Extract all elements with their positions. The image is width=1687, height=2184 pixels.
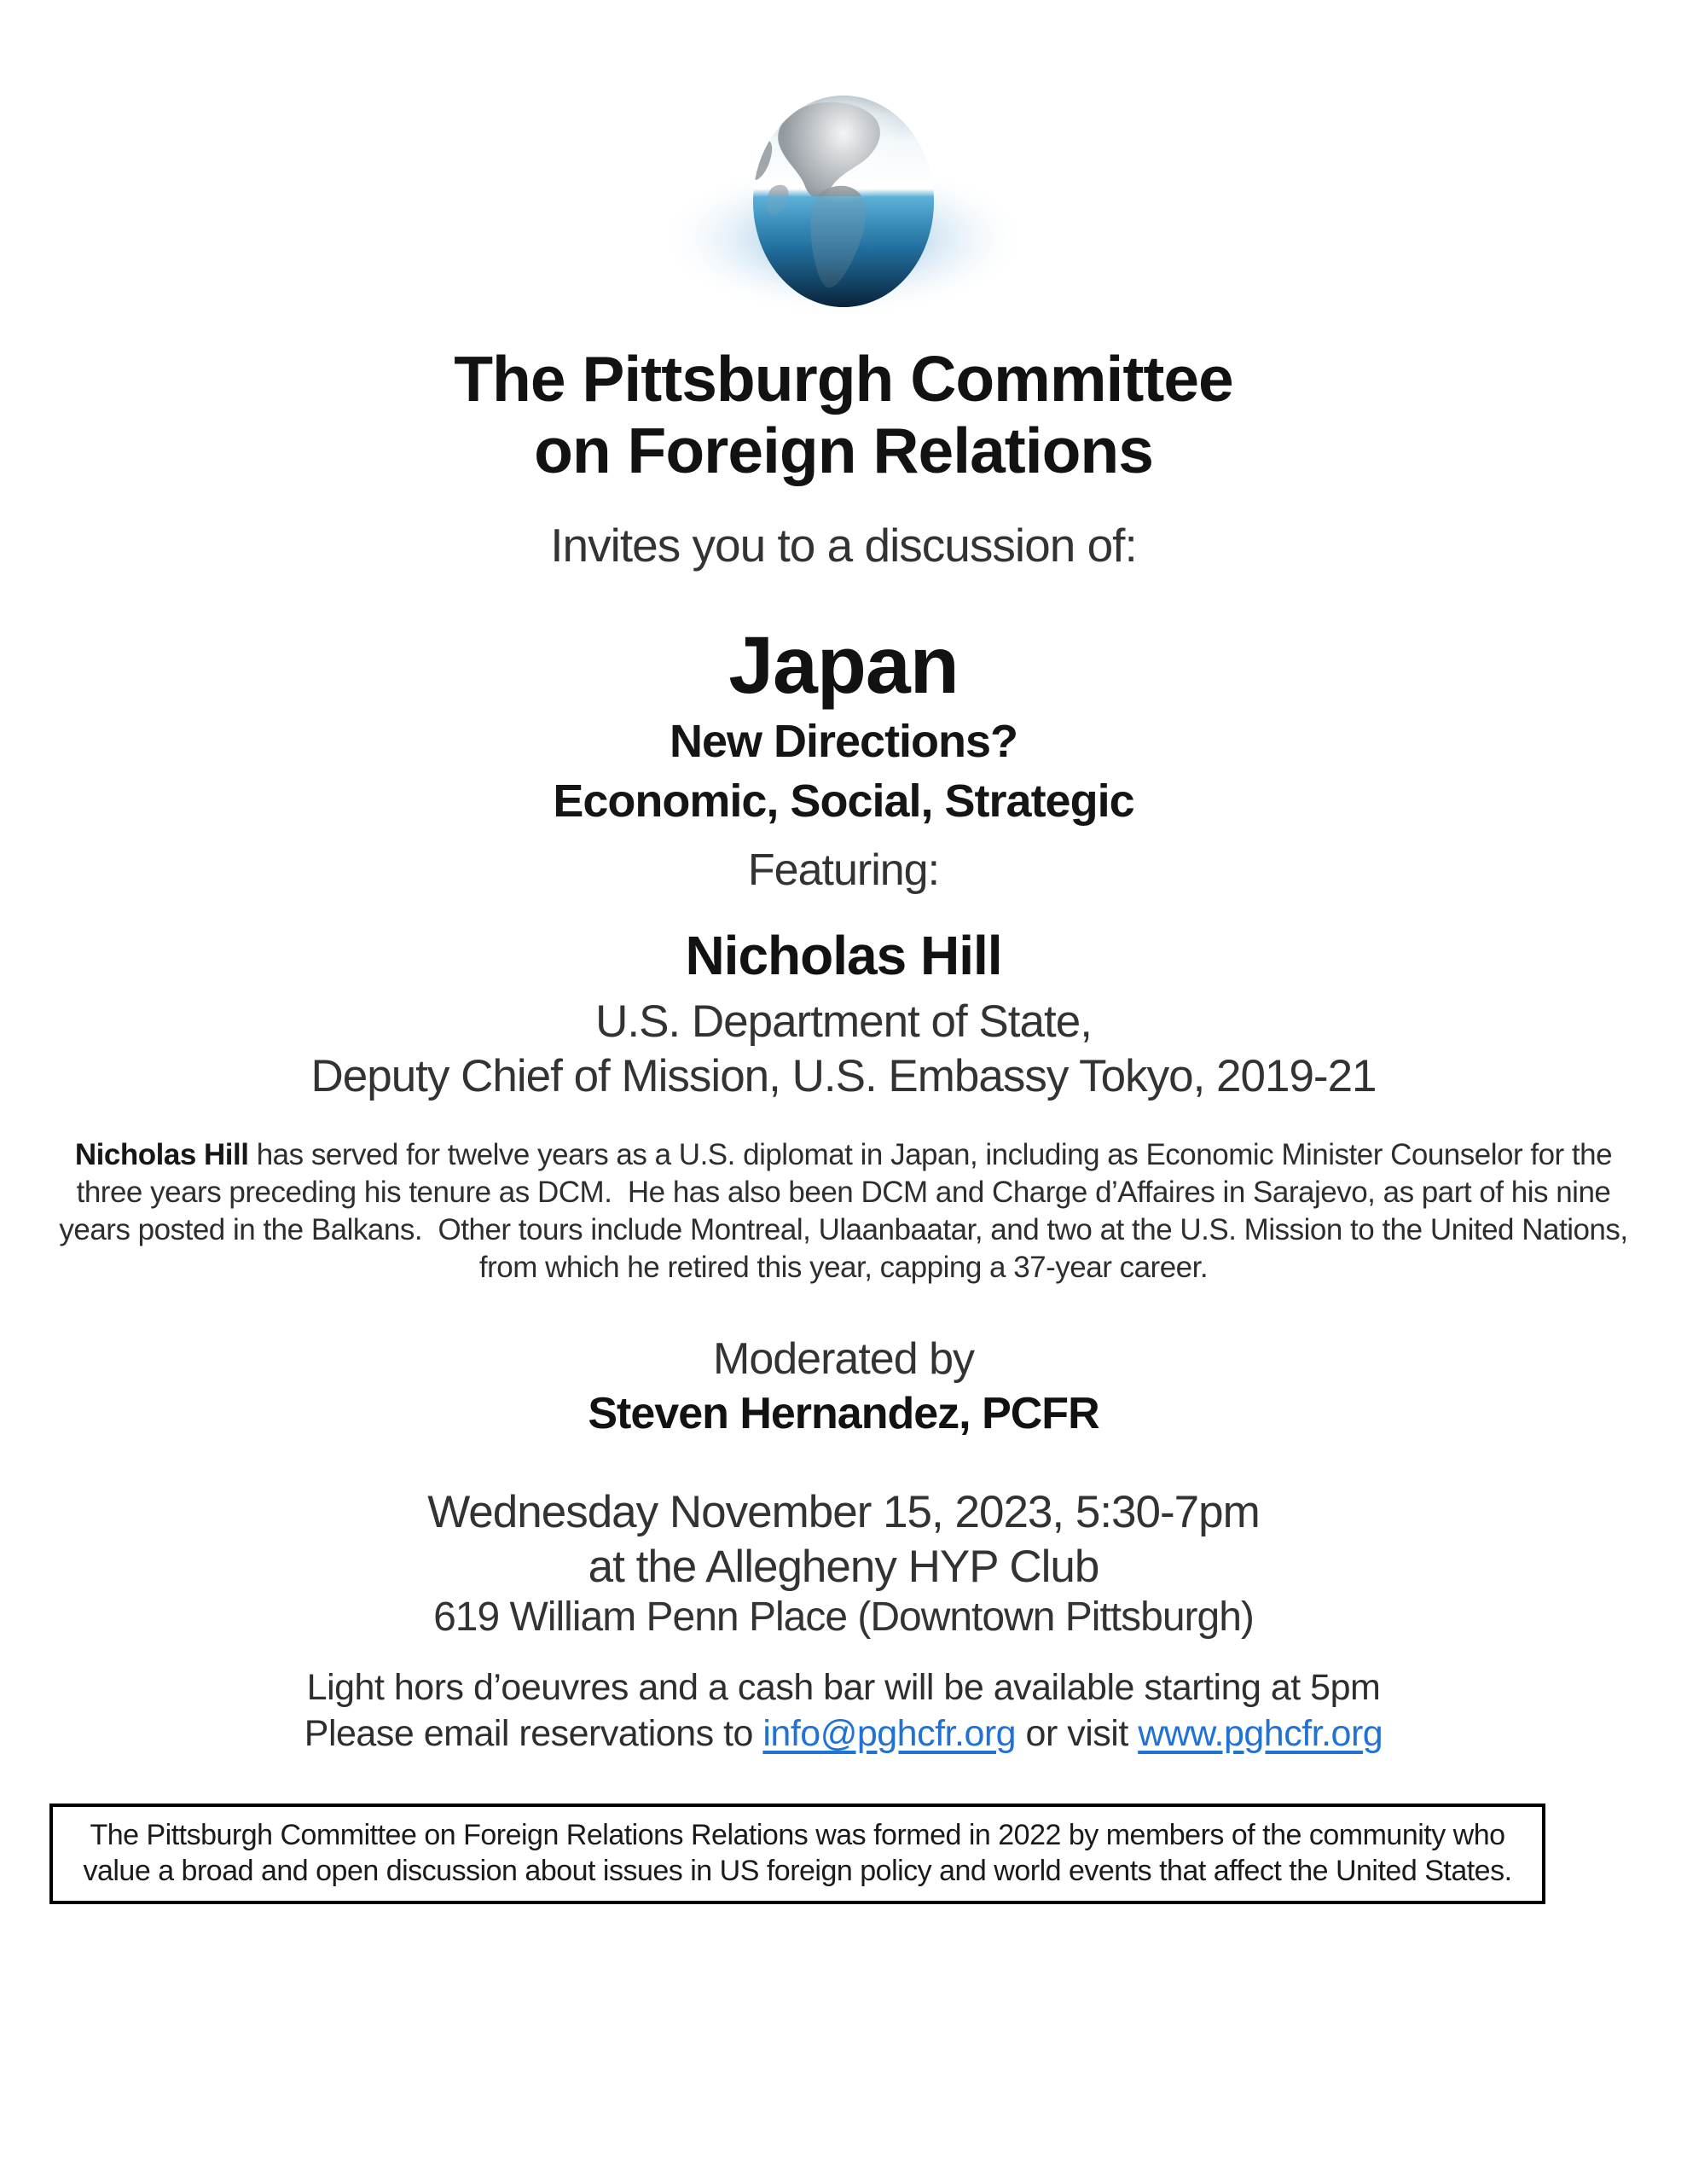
bio-bold-lead: Nicholas Hill xyxy=(74,1138,249,1171)
moderator-name: Steven Hernandez, PCFR xyxy=(588,1389,1099,1438)
reservation-prefix: Please email reservations to xyxy=(304,1713,763,1754)
footer-about-box xyxy=(49,1804,1545,1904)
globe-logo xyxy=(647,90,1040,319)
moderated-by-label: Moderated by xyxy=(713,1334,974,1384)
globe-icon xyxy=(647,90,1040,319)
speaker-role: Deputy Chief of Mission, U.S. Embassy Tokyo, 2019-21 xyxy=(310,1051,1377,1101)
email-link[interactable]: info@pghcfr.org xyxy=(762,1713,1017,1754)
organization-title-line1: The Pittsburgh Committee xyxy=(454,343,1233,415)
speaker-name: Nicholas Hill xyxy=(685,925,1002,986)
bio-line-3: years posted in the Balkans. Other tours include Montreal, Ulaanbaatar, and two at the U.S. Mission to the United Nations, xyxy=(59,1213,1628,1246)
topic-title: Japan xyxy=(728,620,959,711)
topic-subtitle-1: New Directions? xyxy=(669,716,1018,767)
refreshments-line: Light hors d’oeuvres and a cash bar will be available starting at 5pm xyxy=(306,1667,1381,1708)
organization-title-line2: on Foreign Relations xyxy=(534,415,1153,486)
bio-line-4: from which he retired this year, capping a 37-year career. xyxy=(478,1251,1209,1284)
website-link[interactable]: www.pghcfr.org xyxy=(1138,1713,1383,1754)
featuring-label: Featuring: xyxy=(747,845,940,895)
bio-line-1: Nicholas Hill has served for twelve years as a U.S. diplomat in Japan, including as Economic Minister Counselor for the xyxy=(74,1138,1613,1171)
footer-line-2: value a broad and open discussion about issues in US foreign policy and world events that affect the United States. xyxy=(83,1855,1512,1887)
footer-line-1: The Pittsburgh Committee on Foreign Relations Relations was formed in 2022 by members of the community who xyxy=(90,1819,1505,1851)
bio-line-2: three years preceding his tenure as DCM. He has also been DCM and Charge d’Affaires in Sarajevo, as part of his nine xyxy=(76,1176,1611,1209)
event-address: 619 William Penn Place (Downtown Pittsburgh) xyxy=(433,1594,1254,1640)
reservation-middle: or visit xyxy=(1016,1713,1139,1754)
topic-subtitle-2: Economic, Social, Strategic xyxy=(553,775,1134,827)
event-venue: at the Allegheny HYP Club xyxy=(588,1542,1099,1592)
invitation-line: Invites you to a discussion of: xyxy=(550,519,1137,572)
speaker-bio xyxy=(0,1136,1687,1287)
reservations-line xyxy=(0,1711,1687,1756)
organization-title xyxy=(0,343,1687,486)
speaker-affiliation: U.S. Department of State, xyxy=(595,996,1092,1047)
event-datetime: Wednesday November 15, 2023, 5:30-7pm xyxy=(427,1487,1260,1537)
